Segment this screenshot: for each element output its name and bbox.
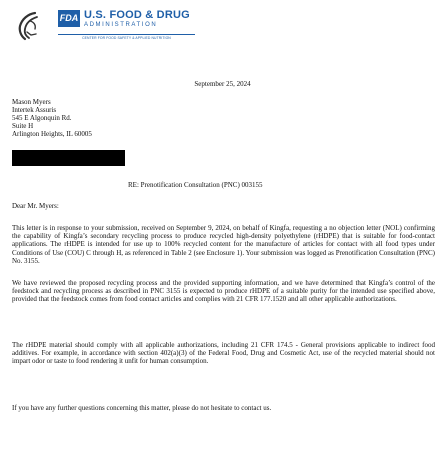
body-paragraph: We have reviewed the proposed recycling process and the provided supporting information, and we have determined that Kingfa’s control of the feedstock and recycling process as described in PNC 3155 is expected to produce rHDPE of a suitable purity for the intended use specified above, provided that the feedstock comes from food contact articles and complies with 21 CFR 177.1520 and all other applicable authorizations. — [12, 279, 435, 304]
agency-subname: ADMINISTRATION — [84, 22, 158, 28]
subject-line: RE: Prenotification Consultation (PNC) 003155 — [128, 181, 263, 189]
recipient-address — [12, 98, 92, 138]
recipient-name: Mason Myers — [12, 98, 51, 106]
closing-line: If you have any further questions concerning this matter, please do not hesitate to contact us. — [12, 404, 272, 412]
body-paragraph: This letter is in response to your submission, received on September 9, 2024, on behalf of Kingfa, requesting a no objection letter (NOL) confirming the capability of Kingfa’s secondary recycling process to produce recycled high-density polyethylene (rHDPE) that is suitable for food-contact applications. The rHDPE is intended for use up to 100% recycled content for the manufacture of articles for contact with all food types under Conditions of Use (COU) C through H, as referenced in Table 2 (see Enclosure 1). Your submission was logged as Prenotification Consultation (PNC) No. 3155. — [12, 224, 435, 265]
recipient-suite: Suite H — [12, 122, 34, 130]
letter-date: September 25, 2024 — [194, 80, 251, 88]
hhs-eagle-seal-icon — [13, 10, 43, 42]
fda-logo-box: FDA — [58, 10, 80, 27]
logo-divider — [58, 34, 195, 35]
salutation: Dear Mr. Myers: — [12, 202, 59, 210]
fda-logo — [58, 10, 195, 51]
center-name: CENTER FOR FOOD SAFETY & APPLIED NUTRITION — [82, 36, 171, 40]
agency-name: U.S. FOOD & DRUG — [84, 9, 190, 21]
body-paragraph: The rHDPE material should comply with all applicable authorizations, including 21 CFR 174.5 - General provisions applicable to indirect food additives. For example, in accordance with section 402(a)(3) of the Federal Food, Drug and Cosmetic Act, use of the recycled material should not impart odor or taste to food rendering it unfit for human consumption. — [12, 341, 435, 366]
recipient-street: 545 E Algonquin Rd. — [12, 114, 72, 122]
recipient-company: Intertek Assuris — [12, 106, 57, 114]
redaction-bar — [12, 150, 125, 166]
recipient-city: Arlington Heights, IL 60005 — [12, 130, 92, 138]
